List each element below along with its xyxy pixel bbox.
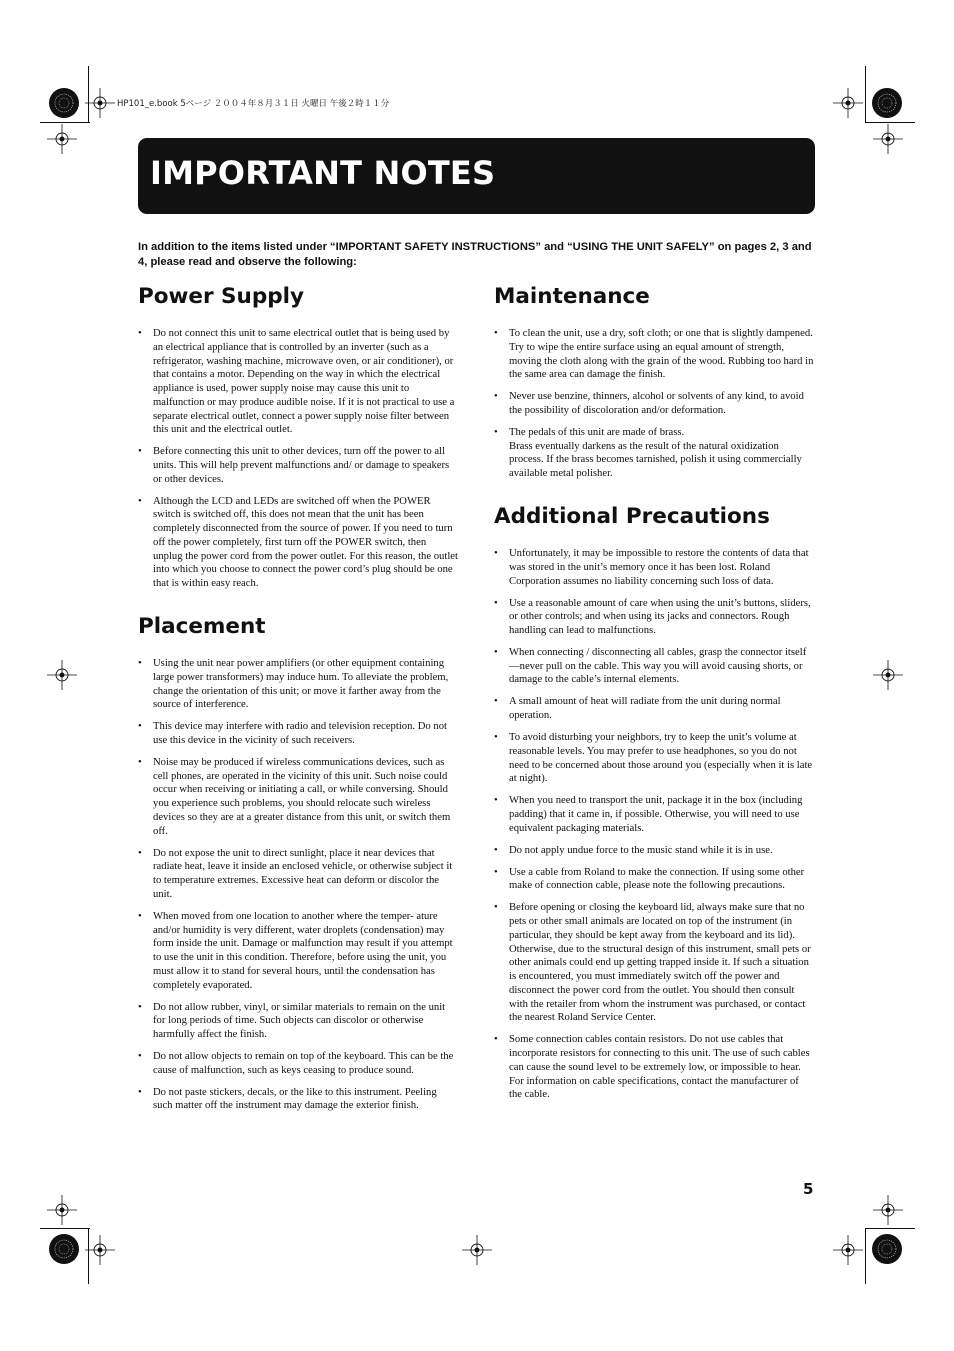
list-item-text: Do not allow objects to remain on top of the keyboard. This can be the cause of malfunction, such as keys ceasing to produce sound.: [153, 1050, 454, 1076]
bullet-icon: •: [494, 391, 498, 403]
list-item: [138, 720, 458, 748]
list-item: [494, 426, 814, 481]
list-item-text: Use a cable from Roland to make the connection. If using some other make of connection cable, please note the following precautions.: [509, 866, 805, 892]
list-item: [494, 844, 814, 858]
bullet-icon: •: [138, 658, 142, 670]
additional-precautions-list: [494, 547, 814, 1102]
bullet-icon: •: [138, 1086, 142, 1098]
list-item: [138, 657, 458, 712]
list-item-text: A small amount of heat will radiate from the unit during normal operation.: [509, 696, 781, 722]
list-item-text: Some connection cables contain resistors. Do not use cables that incorporate resistors for connecting to this unit. The use of such cables can cause the sound level to be extremely low, or impossible to hear. For information on cable specifications, contact the manufacturer of the cable.: [509, 1034, 810, 1101]
bullet-icon: •: [138, 328, 142, 339]
list-item: [494, 646, 814, 687]
section-title-placement: Placement: [138, 614, 266, 640]
list-item-text: Use a reasonable amount of care when using the unit’s buttons, sliders, or other controls; and when using its jacks and connectors. Rough handling can lead to malfunctions.: [509, 597, 811, 636]
section-power-supply: [138, 283, 458, 591]
crosshair-mark-top-right-b: [873, 124, 903, 154]
list-item: [494, 597, 814, 638]
list-item-text: Noise may be produced if wireless communications devices, such as cell phones, are operated in the vicinity of this unit. Such noise could occur when receiving or initiating a call, or while conversing. Should you experience such problems, you should relocate such wireless devices so they are at a greater distance from this unit, or switch them off.: [153, 756, 451, 837]
list-item-text: Do not paste stickers, decals, or the like to this instrument. Peeling such matter off the instrument may damage the exterior finish.: [153, 1086, 437, 1112]
list-item: [494, 866, 814, 894]
bullet-icon: •: [494, 866, 498, 878]
title-banner: [138, 138, 815, 214]
list-item: [138, 1050, 458, 1078]
list-item: [138, 495, 458, 591]
page-title: IMPORTANT NOTES: [150, 154, 496, 192]
bullet-icon: •: [494, 795, 498, 807]
list-item-text: Although the LCD and LEDs are switched off when the POWER switch is switched off, this does not mean that the unit has been completely disconnected from the source of power. If you need to turn off the power completely, first turn off the POWER switch, then unplug the power cord from the power outlet. For this reason, the outlet into which you choose to connect the power cord’s plug should be one that is within easy reach.: [153, 495, 458, 590]
crosshair-mark-bottom-right-a: [873, 1195, 903, 1225]
list-item-text: This device may interfere with radio and television reception. Do not use this device in the vicinity of such receivers.: [153, 721, 447, 746]
trim-line-bottom-left-vertical: [88, 1228, 89, 1284]
section-title-maintenance: Maintenance: [494, 284, 650, 309]
list-item: [494, 390, 814, 418]
bullet-icon: •: [494, 844, 498, 856]
section-maintenance: [494, 283, 814, 481]
trim-line-bottom-right-horizontal: [865, 1228, 915, 1229]
list-item-text: When connecting / disconnecting all cables, grasp the connector itself—never pull on the cable. This way you will avoid causing shorts, or damage to the cable’s internal elements.: [509, 646, 807, 686]
list-item-text: Before opening or closing the keyboard lid, always make sure that no pets or other small animals are located on top of the instrument (in particular, they should be kept away from the keyboard and its lid). Otherwise, due to the structural design of this instrument, small pets or other animals could end up getting trapped inside it. If such a situation is encountered, you must immediately switch off the power and disconnect the power cord from the outlet. You should then consult with the retailer from whom the instrument was purchased, or contact the nearest Roland Service Center.: [509, 902, 811, 1024]
list-item-text: Do not apply undue force to the music stand while it is in use.: [509, 844, 773, 856]
list-item-text: To avoid disturbing your neighbors, try to keep the unit’s volume at reasonable levels. You may prefer to use headphones, so you do not need to be concerned about those around you (especially when it is late at night).: [509, 732, 813, 785]
crosshair-mark-mid-left: [47, 660, 77, 690]
list-item: [494, 731, 814, 786]
crosshair-mark-top-left-b: [47, 124, 77, 154]
trim-line-top-left-horizontal: [40, 122, 90, 123]
list-item: [138, 910, 458, 993]
printer-header-note: HP101_e.book 5ページ ２００４年８月３１日 火曜日 午後２時１１分: [117, 99, 390, 109]
trim-line-bottom-right-vertical: [865, 1228, 866, 1284]
crosshair-mark-bottom-right-b: [833, 1235, 863, 1265]
list-item: [494, 1033, 814, 1102]
list-item-text: Do not allow rubber, vinyl, or similar materials to remain on the unit for long periods of time. Such objects can discolor or otherwise harmfully affect the finish.: [153, 1001, 446, 1040]
bullet-icon: •: [494, 548, 498, 560]
crosshair-mark-top-right-a: [833, 88, 863, 118]
section-title-additional-precautions: Additional Precautions: [494, 504, 770, 530]
bullet-icon: •: [494, 328, 498, 339]
list-item-text: When moved from one location to another where the temper- ature and/or humidity is very different, water droplets (condensation) may form inside the unit. Damage or malfunction may result if you attempt to use the unit in this condition. Therefore, before using the unit, you must allow it to stand for several hours, until the condensation has completely evaporated.: [153, 910, 453, 991]
list-item: [138, 756, 458, 839]
list-item: [494, 695, 814, 723]
bullet-icon: •: [494, 902, 498, 914]
registration-mark-top-right-sunburst: [871, 87, 903, 119]
list-item-text: Do not connect this unit to same electrical outlet that is being used by an electrical appliance that is controlled by an inverter (such as a refrigerator, washing machine, microwave oven, or air conditioner), or that contains a motor. Depending on the way in which the electrical appliance is used, power supply noise may cause this unit to malfunction or may produce audible noise. If it is not practical to use a separate electrical outlet, connect a power supply noise filter between this unit and the electrical outlet.: [153, 328, 455, 436]
bullet-icon: •: [138, 1001, 142, 1013]
crosshair-mark-mid-right: [873, 660, 903, 690]
left-column: [138, 283, 458, 1121]
list-item: [494, 794, 814, 835]
bullet-icon: •: [494, 696, 498, 708]
list-item-text: Brass eventually darkens as the result of the natural oxidization process. If the brass becomes tarnished, polish it using commercially available metal polisher.: [509, 440, 802, 480]
section-additional-precautions: [494, 503, 814, 1102]
crosshair-mark-bottom-left-a: [47, 1195, 77, 1225]
list-item-text: Using the unit near power amplifiers (or other equipment containing large power transformers) may induce hum. To alleviate the problem, change the orientation of this unit; or move it farther away from the source of interference.: [153, 658, 449, 711]
list-item: [494, 327, 814, 382]
crosshair-mark-top-left-a: [85, 88, 115, 118]
section-placement: [138, 613, 458, 1113]
list-item-text: Unfortunately, it may be impossible to restore the contents of data that was stored in the unit’s memory once it has been lost. Roland Corporation assumes no liability concerning such loss of data.: [509, 548, 809, 587]
placement-list: [138, 657, 458, 1113]
bullet-icon: •: [494, 732, 498, 744]
list-item-text: The pedals of this unit are made of brass.: [509, 426, 685, 438]
intro-paragraph: In addition to the items listed under “IMPORTANT SAFETY INSTRUCTIONS” and “USING THE UNIT SAFELY” on pages 2, 3 and 4, please read and observe the following:: [138, 241, 812, 268]
list-item-text: When you need to transport the unit, package it in the box (including padding) that it came in, if possible. Otherwise, you will need to use equivalent packaging materials.: [509, 795, 803, 834]
registration-mark-bottom-right-sunburst: [871, 1233, 903, 1265]
bullet-icon: •: [494, 597, 498, 609]
bullet-icon: •: [138, 910, 142, 922]
list-item-text: To clean the unit, use a dry, soft cloth; or one that is slightly dampened. Try to wipe the entire surface using an equal amount of strength, moving the cloth along with the grain of the wood. Rubbing too hard in the same area can damage the finish.: [509, 328, 814, 381]
bullet-icon: •: [494, 646, 498, 658]
list-item: [138, 1086, 458, 1114]
power-supply-list: [138, 327, 458, 591]
list-item: [138, 445, 458, 486]
crosshair-mark-bottom-left-b: [85, 1235, 115, 1265]
trim-line-top-left-vertical: [88, 66, 89, 122]
trim-line-top-right-vertical: [865, 66, 866, 122]
bullet-icon: •: [494, 426, 498, 438]
registration-mark-bottom-left-sunburst: [48, 1233, 80, 1265]
bullet-icon: •: [138, 1050, 142, 1062]
list-item: [138, 847, 458, 902]
right-column: [494, 283, 814, 1110]
maintenance-list: [494, 327, 814, 481]
bullet-icon: •: [138, 495, 142, 507]
list-item: [138, 1001, 458, 1042]
bullet-icon: •: [138, 756, 142, 768]
page-number: 5: [803, 1180, 814, 1198]
list-item-text: Never use benzine, thinners, alcohol or solvents of any kind, to avoid the possibility of discoloration and/or deformation.: [509, 391, 804, 416]
list-item: [138, 327, 458, 437]
trim-line-bottom-left-horizontal: [40, 1228, 90, 1229]
list-item-text: Before connecting this unit to other devices, turn off the power to all units. This will help prevent malfunctions and/ or damage to speakers or other devices.: [153, 446, 450, 485]
bullet-icon: •: [138, 446, 142, 458]
bullet-icon: •: [138, 721, 142, 733]
bullet-icon: •: [138, 847, 142, 859]
bullet-icon: •: [494, 1034, 498, 1046]
trim-line-top-right-horizontal: [865, 122, 915, 123]
list-item-text: Do not expose the unit to direct sunlight, place it near devices that radiate heat, leave it inside an enclosed vehicle, or otherwise subject it to temperature extremes. Excessive heat can deform or discolor the unit.: [153, 847, 453, 900]
section-title-power-supply: Power Supply: [138, 284, 305, 309]
crosshair-mark-bottom-center: [462, 1235, 492, 1265]
list-item: [494, 547, 814, 588]
list-item: [494, 901, 814, 1025]
registration-mark-top-left-sunburst: [48, 87, 80, 119]
